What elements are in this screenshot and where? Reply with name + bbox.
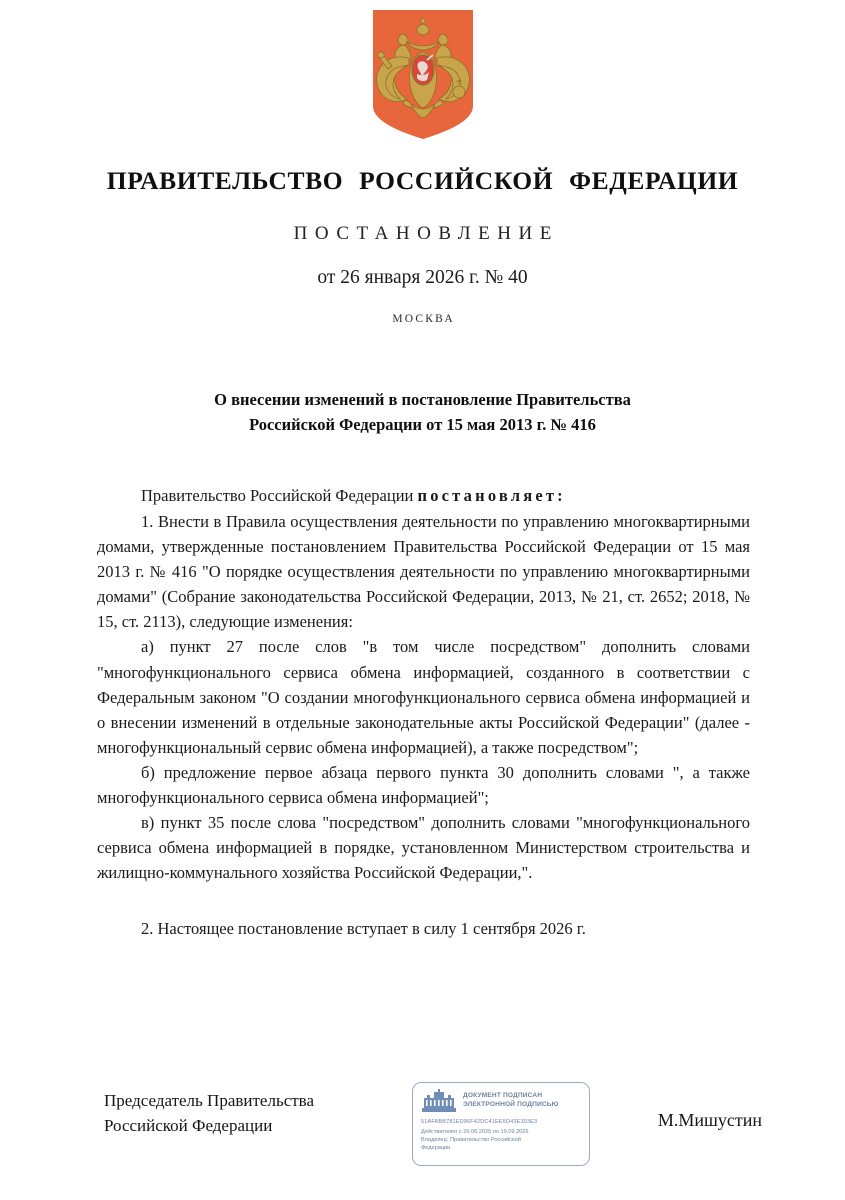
government-building-icon xyxy=(421,1089,457,1113)
electronic-signature-stamp xyxy=(412,1082,590,1166)
signatory-position xyxy=(104,1080,404,1138)
russian-federation-coat-of-arms-icon xyxy=(367,8,479,140)
stamp-header-text xyxy=(463,1092,559,1109)
government-title: ПРАВИТЕЛЬСТВО РОССИЙСКОЙ ФЕДЕРАЦИИ xyxy=(106,166,739,195)
signatory-position-line-1: Председатель Правительства xyxy=(104,1091,315,1110)
document-date-number: от 26 января 2026 г. № 40 xyxy=(317,267,528,288)
stamp-header-line-1: ДОКУМЕНТ ПОДПИСАН xyxy=(463,1092,543,1100)
stamp-owner-line-1: Владелец: Правительство Российской xyxy=(421,1137,521,1144)
emblem-container xyxy=(0,0,845,140)
stamp-certificate-hash: 51AFABB781ED96F42DC41EE5D43E303E3 xyxy=(421,1119,538,1125)
preamble-decrees-word: постановляет: xyxy=(417,486,566,506)
stamp-details xyxy=(421,1118,582,1152)
paragraph-item-1: 1. Внести в Правила осуществления деятельности по управлению многоквартирными домами, утвержденные постановлением Правительства Российской Федерации от 15 мая 2013 г. № 416 "О порядке осуществления деятельности по управлению многоквартирными домами" (Собрание законодательства Российской Федерации, 2013, № 21, ст. 2652; 2018, № 15, ст. 2113), следующие изменения: xyxy=(97,511,750,632)
signatory-name: М.Мишустин xyxy=(657,1110,762,1130)
document-type-heading: ПОСТАНОВЛЕНИЕ xyxy=(293,223,559,244)
stamp-header-line-2: ЭЛЕКТРОННОЙ ПОДПИСЬЮ xyxy=(463,1101,559,1108)
subject-line-2: Российской Федерации от 15 мая 2013 г. № 416 xyxy=(249,415,596,435)
stamp-header xyxy=(421,1089,582,1113)
stamp-validity: Действителен с 26.06.2025 по 19.09.2026 xyxy=(421,1129,529,1136)
stamp-owner-line-2: Федерации xyxy=(421,1145,451,1152)
document-subject-title xyxy=(158,387,688,437)
document-body xyxy=(95,484,750,940)
preamble-text: Правительство Российской Федерации xyxy=(141,486,418,506)
preamble-line xyxy=(97,484,750,509)
paragraph-item-b: б) предложение первое абзаца первого пункта 30 дополнить словами ", а также многофункционального сервиса обмена информацией"; xyxy=(97,763,750,808)
paragraph-item-v: в) пункт 35 после слова "посредством" дополнить словами "многофункционального сервиса обмена информацией в порядке, установленном Министерством строительства и жилищно-коммунального хозяйства Российской Федерации,". xyxy=(97,813,750,883)
paragraph-item-2: 2. Настоящее постановление вступает в силу 1 сентября 2026 г. xyxy=(141,918,586,938)
subject-line-1: О внесении изменений в постановление Правительства xyxy=(214,390,631,409)
paragraph-item-a: а) пункт 27 после слов "в том числе посредством" дополнить словами "многофункционального сервиса обмена информацией, созданного в соответствии с Федеральным законом "О создании многофункционального сервиса обмена информацией и о внесении изменений в отдельные законодательные акты Российской Федерации" (далее - многофункциональный сервис обмена информацией), а также посредством"; xyxy=(97,637,750,757)
document-city: МОСКВА xyxy=(392,313,455,325)
signatory-position-line-2: Российской Федерации xyxy=(104,1116,273,1136)
signature-block xyxy=(0,1080,845,1190)
